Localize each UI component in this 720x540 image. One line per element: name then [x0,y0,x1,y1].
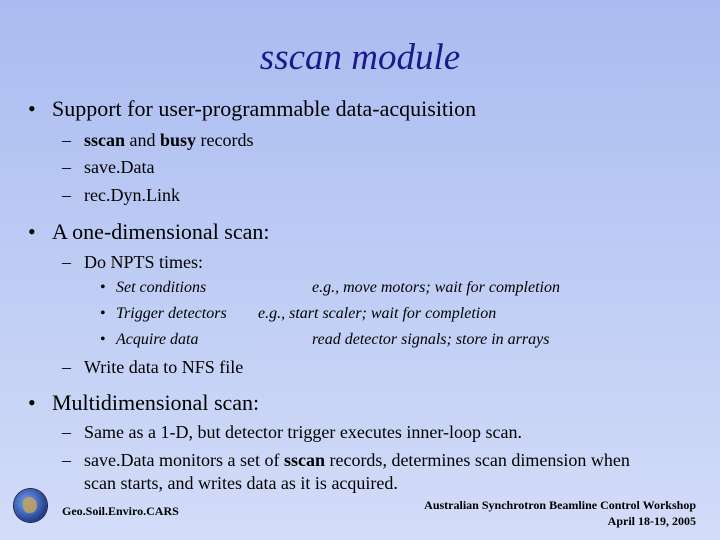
step-detail: e.g., move motors; wait for completion [312,279,560,296]
bullet-marker: • [28,390,36,415]
do-npts-text: Do NPTS times: [84,252,204,272]
records-text: records [196,130,254,150]
dash-marker: – [62,252,71,272]
busy-bold: busy [160,130,197,150]
dash-marker: – [62,157,71,177]
bullet-2-text: A one-dimensional scan: [52,219,270,244]
earth-globe-icon [14,489,47,522]
slide-title: sscan module [259,37,461,78]
save-data-text: save.Data [84,157,155,177]
step-label: Acquire data [116,331,199,348]
save-data-monitors-text: save.Data monitors a set of [84,450,284,470]
same-as-1d-text: Same as a 1-D, but detector trigger executes inner-loop scan. [84,422,522,442]
footer-event [424,497,696,529]
bullet-1-text: Support for user-programmable data-acquisition [52,96,477,121]
bullet-marker: • [28,96,36,121]
dash-marker: – [62,422,71,442]
sscan-bold: sscan [283,450,325,470]
dash-marker: – [62,185,71,205]
bullet-3-sub-2-cont: scan starts, and writes data as it is acquired. [84,473,398,493]
bullet-marker: • [100,305,106,322]
bullet-3-text: Multidimensional scan: [52,390,260,415]
step-detail: read detector signals; store in arrays [312,331,550,348]
dash-marker: – [62,130,71,150]
sscan-bold: sscan [84,130,126,150]
rec-dyn-link-text: rec.Dyn.Link [84,185,180,205]
connector-text: and [125,130,161,150]
footer-organization: Geo.Soil.Enviro.CARS [62,504,179,518]
bullet-marker: • [100,331,106,348]
write-data-text: Write data to NFS file [84,357,244,377]
footer-workshop-name: Australian Synchrotron Beamline Control Workshop [424,498,696,512]
step-label: Trigger detectors [116,305,227,322]
records-determines-text: records, determines scan dimension when [324,450,630,470]
step-detail: e.g., start scaler; wait for completion [258,305,497,322]
bullet-marker: • [100,279,106,296]
dash-marker: – [62,357,71,377]
footer-date: April 18-19, 2005 [607,514,696,528]
dash-marker: – [62,450,71,470]
step-label: Set conditions [116,279,207,296]
bullet-marker: • [28,219,36,244]
